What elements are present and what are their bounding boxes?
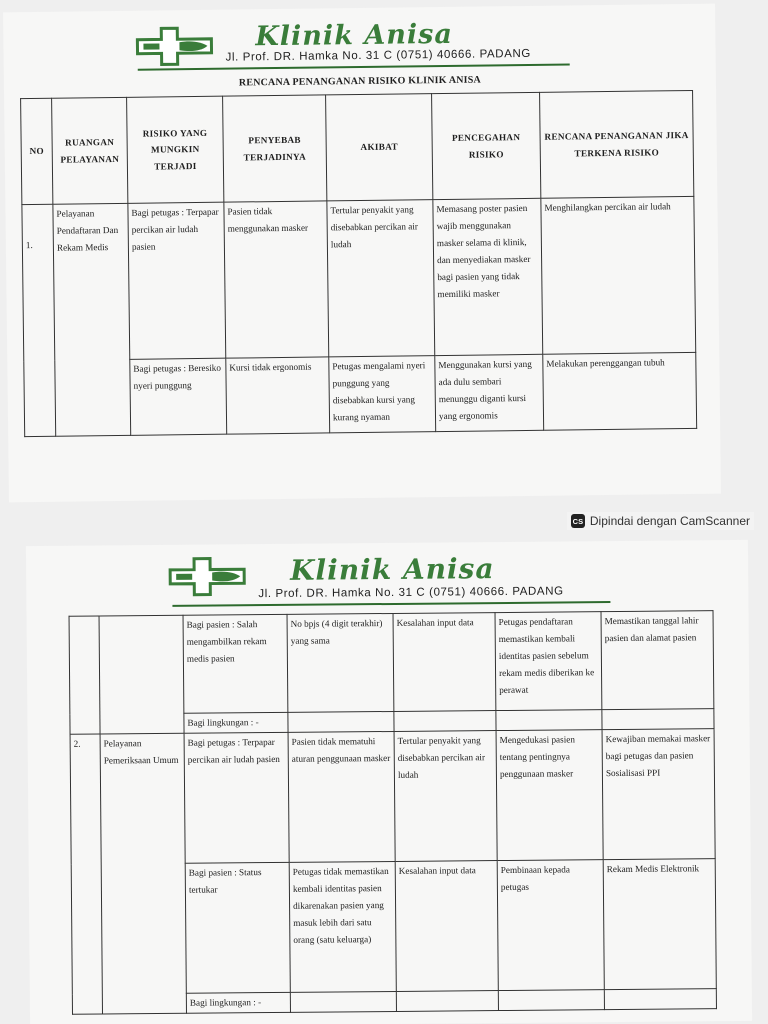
cell-risiko: Bagi petugas : Terpapar percikan air ludah pasien: [128, 202, 226, 359]
medical-cross-logo-icon: [135, 26, 213, 67]
cell-ruangan: Pelayanan Pemeriksaan Umum: [100, 733, 186, 1014]
risk-table-page-1: [20, 90, 697, 437]
cell-rencana: Memastikan tanggal lahir pasien dan alamat pasien: [601, 611, 714, 710]
letterhead-rule: [172, 601, 610, 607]
cell-risiko: Bagi lingkungan : -: [186, 992, 290, 1013]
cell-no: 2.: [70, 734, 102, 1014]
cell-akibat: Tertular penyakit yang disebabkan percikan air ludah: [394, 731, 497, 862]
cell-pencegahan: Pembinaan kepada petugas: [497, 860, 604, 991]
cell-risiko: Bagi lingkungan : -: [184, 712, 288, 733]
clinic-name: Klinik Anisa: [289, 552, 495, 587]
header-risiko: RISIKO YANG MUNGKIN TERJADI: [127, 96, 224, 203]
table-row: [70, 729, 715, 865]
document-page-1: [3, 4, 721, 503]
header-akibat: AKIBAT: [326, 94, 433, 201]
medical-cross-logo-icon: [168, 556, 246, 597]
cell-risiko: Bagi petugas : Beresiko nyeri punggung: [130, 358, 227, 435]
clinic-name: Klinik Anisa: [255, 18, 454, 53]
cell-penyebab: Pasien tidak mematuhi aturan penggunaan masker: [288, 731, 395, 862]
header-pencegahan: PENCEGAHAN RISIKO: [432, 92, 541, 199]
cell-pencegahan: Petugas pendaftaran memastikan kembali identitas pasien sebelum rekam medis diberikan ke perawat: [495, 612, 602, 711]
cell-pencegahan: Menggunakan kursi yang ada dulu sembari menunggu diganti kursi yang ergonomis: [435, 354, 544, 431]
letterhead: [3, 10, 716, 83]
cell-pencegahan: [496, 710, 602, 731]
header-rencana: RENCANA PENANGANAN JIKA TERKENA RISIKO: [540, 90, 694, 198]
camscanner-watermark: [567, 512, 754, 530]
cell-akibat: [396, 991, 498, 1012]
header-ruangan: RUANGAN PELAYANAN: [52, 97, 128, 204]
cell-penyebab: [288, 711, 394, 732]
cell-penyebab: [290, 991, 396, 1012]
cell-risiko: Bagi petugas : Terpapar percikan air ludah pasien: [184, 732, 289, 863]
cell-no: [69, 616, 100, 734]
header-penyebab: PENYEBAB TERJADINYA: [223, 95, 327, 202]
table-header-row: [21, 90, 694, 204]
cell-akibat: Petugas mengalami nyeri punggung yang disebabkan kursi yang kurang nyaman: [329, 356, 436, 433]
cell-akibat: Tertular penyakit yang disebabkan percikan air ludah: [327, 200, 435, 357]
cell-akibat: Kesalahan input data: [395, 861, 498, 992]
cell-pencegahan: [498, 990, 604, 1011]
cell-rencana: Rekam Medis Elektronik: [603, 859, 716, 990]
letterhead: [26, 544, 749, 614]
cell-rencana: Melakukan perenggangan tubuh: [543, 352, 697, 430]
risk-table-page-2: [69, 610, 717, 1015]
cell-risiko: Bagi pasien : Status tertukar: [185, 862, 290, 993]
camscanner-logo-icon: CS: [571, 514, 585, 528]
cell-penyebab: Kursi tidak ergonomis: [226, 357, 330, 434]
header-no: NO: [21, 98, 53, 204]
cell-ruangan: Pelayanan Pendaftaran Dan Rekam Medis: [53, 203, 131, 436]
cell-akibat: Kesalahan input data: [393, 613, 496, 712]
clinic-address: Jl. Prof. DR. Hamka No. 31 C (0751) 40666. PADANG: [225, 47, 531, 64]
cell-penyebab: No bpjs (4 digit terakhir) yang sama: [287, 613, 394, 712]
cell-pencegahan: Memasang poster pasien wajib menggunakan masker selama di klinik, dan menyediakan masker bagi pasien yang tidak memiliki masker: [433, 198, 543, 355]
cell-akibat: [394, 711, 496, 732]
cell-risiko: Bagi pasien : Salah mengambilkan rekam medis pasien: [183, 614, 288, 713]
camscanner-text: Dipindai dengan CamScanner: [589, 514, 750, 528]
cell-pencegahan: Mengedukasi pasien tentang pentingnya penggunaan masker: [496, 730, 603, 861]
table-row: [22, 196, 696, 360]
cell-rencana: [602, 709, 714, 730]
cell-rencana: Kewajiban memakai masker bagi petugas dan pasien Sosialisasi PPI: [602, 729, 715, 860]
cell-rencana: [604, 989, 716, 1010]
cell-ruangan: [99, 615, 184, 734]
table-row: [69, 611, 714, 715]
cell-penyebab: Petugas tidak memastikan kembali identitas pasien dikarenakan pasien yang masuk lebih dari satu orang (satu keluarga): [289, 861, 396, 992]
clinic-address: Jl. Prof. DR. Hamka No. 31 C (0751) 40666. PADANG: [258, 585, 564, 601]
cell-rencana: Menghilangkan percikan air ludah: [541, 196, 696, 354]
cell-penyebab: Pasien tidak menggunakan masker: [224, 201, 329, 358]
document-title: RENCANA PENANGANAN RISIKO KLINIK ANISA: [238, 74, 481, 89]
cell-no: 1.: [22, 204, 56, 436]
document-page-2: [26, 540, 752, 1024]
